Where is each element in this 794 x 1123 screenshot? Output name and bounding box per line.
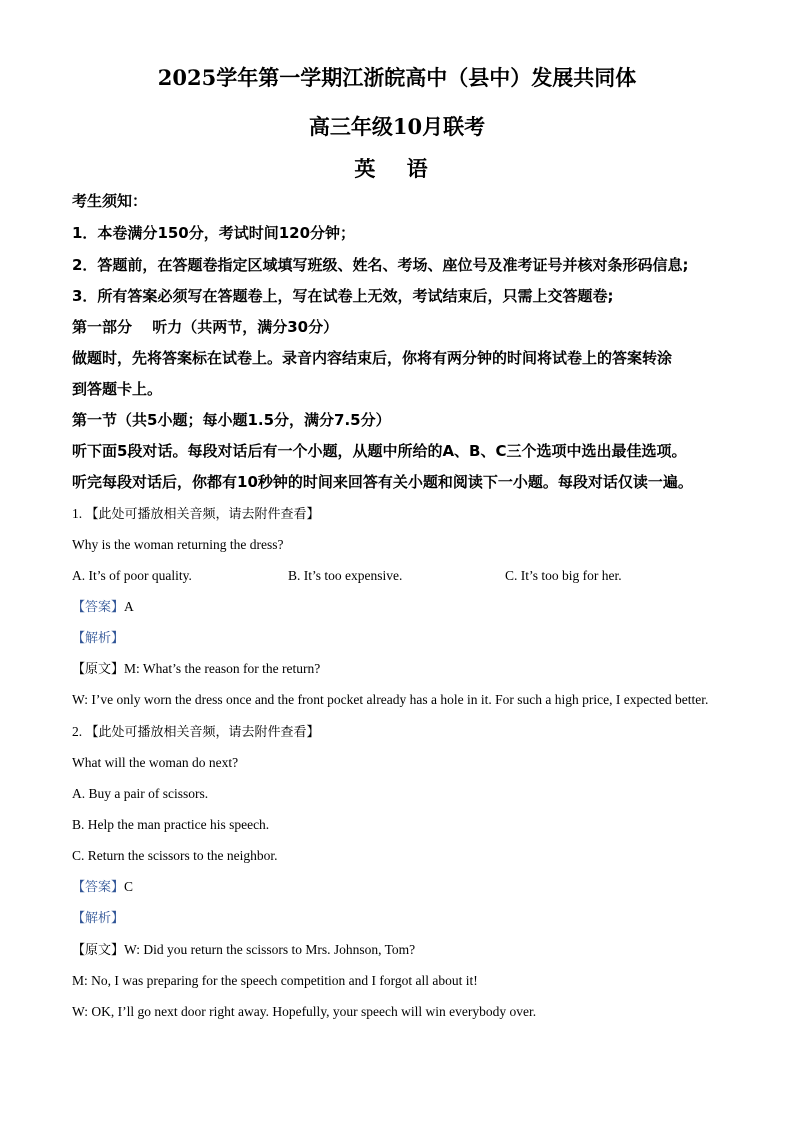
question-2-answer (72, 878, 133, 897)
notice-item-2: 2．答题前，在答题卷指定区域填写班级、姓名、考场、座位号及准考证号并核对条形码信息; (72, 256, 689, 274)
question-1-transcript-line1 (72, 660, 320, 679)
question-1-option-a: A. It’s of poor quality. (72, 568, 192, 583)
question-1-option-c: C. It’s too big for her. (505, 568, 622, 583)
analysis-label: 【解析】 (72, 631, 125, 646)
answer-value: A (124, 599, 134, 614)
question-1-answer (72, 598, 134, 617)
section1-instruction-line2: 听完每段对话后，你都有10秒钟的时间来回答有关小题和阅读下一小题。每段对话仅读一遍。 (72, 473, 693, 491)
question-2-stem: What will the woman do next? (72, 755, 239, 770)
question-2-analysis (72, 909, 124, 928)
subject-title: 英 语 (354, 156, 440, 181)
section1-instruction-line1: 听下面5段对话。每段对话后有一个小题，从题中所给的A、B、C三个选项中选出最佳选项。 (72, 442, 687, 460)
answer-value: C (124, 879, 134, 894)
answer-label: 【答案】 (72, 600, 125, 615)
exam-subtitle: 高三年级10月联考 (308, 114, 486, 139)
question-2-transcript-line2: M: No, I was preparing for the speech competition and I forgot all about it! (72, 973, 478, 988)
transcript-text: M: What’s the reason for the return? (124, 661, 321, 676)
question-2-transcript-line3: W: OK, I’ll go next door right away. Hopefully, your speech will win everybody over. (72, 1004, 537, 1019)
part1-heading: 第一部分 听力（共两节，满分30分） (72, 318, 339, 336)
part1-instruction-line1: 做题时，先将答案标在试卷上。录音内容结束后，你将有两分钟的时间将试卷上的答案转涂 (72, 349, 673, 367)
part1-instruction-line2: 到答题卡上。 (72, 380, 163, 398)
question-2-header (72, 723, 320, 742)
question-1-analysis (72, 629, 124, 648)
question-2-option-c: C. Return the scissors to the neighbor. (72, 848, 278, 863)
notice-item-3: 3．所有答案必须写在答题卷上，写在试卷上无效，考试结束后，只需上交答题卷; (72, 287, 614, 305)
question-2-transcript-line1 (72, 941, 415, 960)
original-label: 【原文】 (72, 943, 125, 958)
original-label: 【原文】 (72, 662, 125, 677)
section1-heading: 第一节（共5小题；每小题1.5分，满分7.5分） (72, 411, 391, 429)
audio-note[interactable]: 【此处可播放相关音频，请去附件查看】 (85, 725, 320, 740)
notice-item-1: 1．本卷满分150分，考试时间120分钟； (72, 224, 356, 242)
analysis-label: 【解析】 (72, 911, 125, 926)
transcript-text: W: Did you return the scissors to Mrs. Johnson, Tom? (124, 942, 416, 957)
audio-note[interactable]: 【此处可播放相关音频，请去附件查看】 (85, 507, 320, 522)
question-number: 1. (72, 506, 83, 521)
answer-label: 【答案】 (72, 880, 125, 895)
question-1-header (72, 505, 320, 524)
question-1-option-b: B. It’s too expensive. (288, 568, 403, 583)
question-number: 2. (72, 724, 83, 739)
question-1-stem: Why is the woman returning the dress? (72, 537, 284, 552)
notice-heading: 考生须知： (72, 192, 148, 210)
question-1-transcript-line2: W: I’ve only worn the dress once and the front pocket already has a hole in it. For such a high price, I expected better. (72, 692, 709, 707)
question-2-option-a: A. Buy a pair of scissors. (72, 786, 209, 801)
question-2-option-b: B. Help the man practice his speech. (72, 817, 270, 832)
exam-title: 2025学年第一学期江浙皖高中（县中）发展共同体 (157, 65, 637, 90)
